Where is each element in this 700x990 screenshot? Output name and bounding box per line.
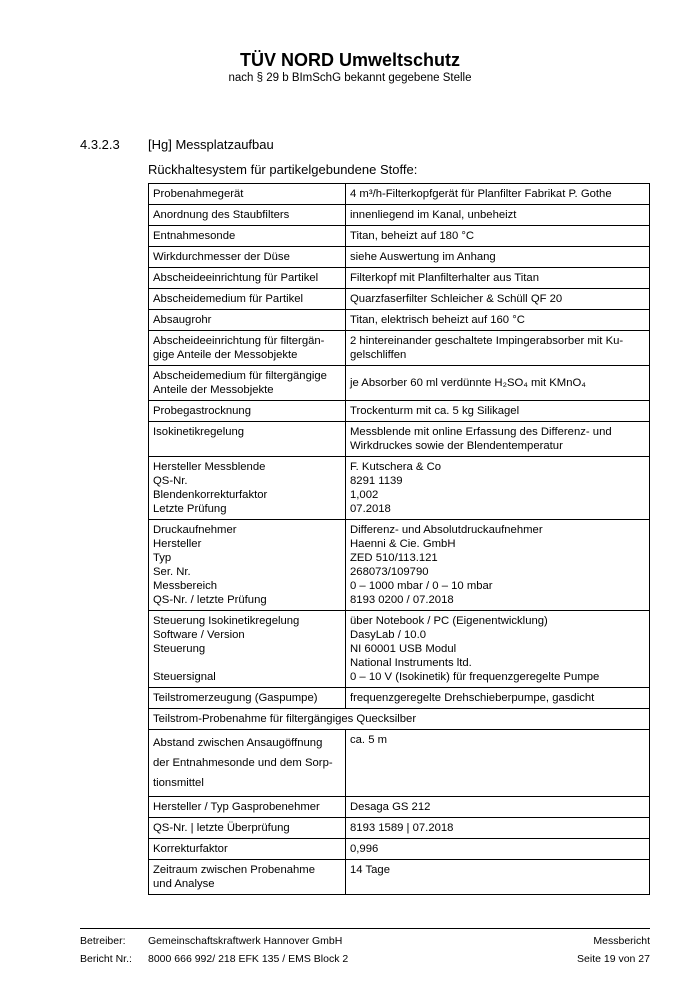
row-label: Teilstromerzeugung (Gaspumpe) xyxy=(149,688,346,709)
table-row xyxy=(149,730,650,797)
row-value: Filterkopf mit Planfilterhalter aus Titan xyxy=(346,268,650,289)
table-row xyxy=(149,310,650,331)
row-value: Trockenturm mit ca. 5 kg Silikagel xyxy=(346,401,650,422)
table-row xyxy=(149,205,650,226)
row-label: Hersteller / Typ Gasprobenehmer xyxy=(149,797,346,818)
footer-page-number: Seite 19 von 27 xyxy=(577,953,650,965)
row-label: Druckaufnehmer Hersteller Typ Ser. Nr. Messbereich QS-Nr. / letzte Prüfung xyxy=(149,520,346,611)
row-label: Probenahmegerät xyxy=(149,184,346,205)
page-subtitle: nach § 29 b BImSchG bekannt gegebene Stelle xyxy=(228,72,472,84)
row-value: innenliegend im Kanal, unbeheizt xyxy=(346,205,650,226)
table-row xyxy=(149,839,650,860)
row-value: Titan, elektrisch beheizt auf 160 °C xyxy=(346,310,650,331)
table-row xyxy=(149,268,650,289)
table-row xyxy=(149,797,650,818)
table-row xyxy=(149,818,650,839)
row-label: Absaugrohr xyxy=(149,310,346,331)
table-span-row xyxy=(149,709,650,730)
table-row xyxy=(149,520,650,611)
span-row-label: Teilstrom-Probenahme für filtergängiges Quecksilber xyxy=(149,709,650,730)
table-row xyxy=(149,184,650,205)
table-row xyxy=(149,366,650,401)
table-row xyxy=(149,331,650,366)
row-value: je Absorber 60 ml verdünnte H₂SO₄ mit KMnO₄ xyxy=(346,366,650,401)
row-value: 8193 1589 | 07.2018 xyxy=(346,818,650,839)
footer-bericht-value: 8000 666 992/ 218 EFK 135 / EMS Block 2 xyxy=(148,953,349,965)
page-title: TÜV NORD Umweltschutz xyxy=(239,50,461,70)
table-row xyxy=(149,247,650,268)
section-intro: Rückhaltesystem für partikelgebundene Stoffe: xyxy=(148,162,418,177)
row-value: 2 hintereinander geschaltete Impingerabsorber mit Ku- gelschliffen xyxy=(346,331,650,366)
footer-divider xyxy=(80,928,650,929)
row-value: Differenz- und Absolutdruckaufnehmer Haenni & Cie. GmbH ZED 510/113.121 268073/109790 0 – 1000 mbar / 0 – 10 mbar 8193 0200 / 07.2018 xyxy=(346,520,650,611)
row-label: Abstand zwischen Ansaugöffnung der Entnahmesonde und dem Sorp- tionsmittel xyxy=(149,730,346,797)
footer-betreiber-label: Betreiber: xyxy=(80,935,126,947)
row-value: 4 m³/h-Filterkopfgerät für Planfilter Fabrikat P. Gothe xyxy=(346,184,650,205)
table-row xyxy=(149,401,650,422)
row-label: QS-Nr. | letzte Überprüfung xyxy=(149,818,346,839)
row-label: Isokinetikregelung xyxy=(149,422,346,457)
row-value: 0,996 xyxy=(346,839,650,860)
row-label: Abscheidemedium für filtergängige Anteile der Messobjekte xyxy=(149,366,346,401)
table-row xyxy=(149,611,650,688)
table-row xyxy=(149,688,650,709)
footer-doc-type: Messbericht xyxy=(593,935,650,947)
row-value: ca. 5 m xyxy=(346,730,650,797)
row-label: Entnahmesonde xyxy=(149,226,346,247)
row-label: Korrekturfaktor xyxy=(149,839,346,860)
footer-bericht-label: Bericht Nr.: xyxy=(80,953,132,965)
row-label: Abscheideeinrichtung für filtergän- gige Anteile der Messobjekte xyxy=(149,331,346,366)
row-label: Abscheidemedium für Partikel xyxy=(149,289,346,310)
row-value: Quarzfaserfilter Schleicher & Schüll QF 20 xyxy=(346,289,650,310)
row-value: F. Kutschera & Co 8291 1139 1,002 07.2018 xyxy=(346,457,650,520)
row-value: über Notebook / PC (Eigenentwicklung) DasyLab / 10.0 NI 60001 USB Modul National Instruments ltd. 0 – 10 V (Isokinetik) für frequenzgeregelte Pumpe xyxy=(346,611,650,688)
row-label: Wirkdurchmesser der Düse xyxy=(149,247,346,268)
footer-betreiber-value: Gemeinschaftskraftwerk Hannover GmbH xyxy=(148,935,343,947)
row-label: Probegastrocknung xyxy=(149,401,346,422)
row-label: Abscheideeinrichtung für Partikel xyxy=(149,268,346,289)
table-row xyxy=(149,289,650,310)
row-label: Steuerung Isokinetikregelung Software / Version Steuerung Steuersignal xyxy=(149,611,346,688)
table-row xyxy=(149,860,650,895)
table-row xyxy=(149,457,650,520)
section-title: [Hg] Messplatzaufbau xyxy=(148,137,274,152)
equipment-table xyxy=(148,183,650,895)
row-value: frequenzgeregelte Drehschieberpumpe, gasdicht xyxy=(346,688,650,709)
table-row xyxy=(149,226,650,247)
row-label: Anordnung des Staubfilters xyxy=(149,205,346,226)
row-value: Titan, beheizt auf 180 °C xyxy=(346,226,650,247)
row-label: Hersteller Messblende QS-Nr. Blendenkorrekturfaktor Letzte Prüfung xyxy=(149,457,346,520)
row-value: Desaga GS 212 xyxy=(346,797,650,818)
row-value: siehe Auswertung im Anhang xyxy=(346,247,650,268)
row-label: Zeitraum zwischen Probenahme und Analyse xyxy=(149,860,346,895)
section-number: 4.3.2.3 xyxy=(80,137,120,152)
row-value: 14 Tage xyxy=(346,860,650,895)
row-value: Messblende mit online Erfassung des Differenz- und Wirkdruckes sowie der Blendentemperatur xyxy=(346,422,650,457)
table-row xyxy=(149,422,650,457)
